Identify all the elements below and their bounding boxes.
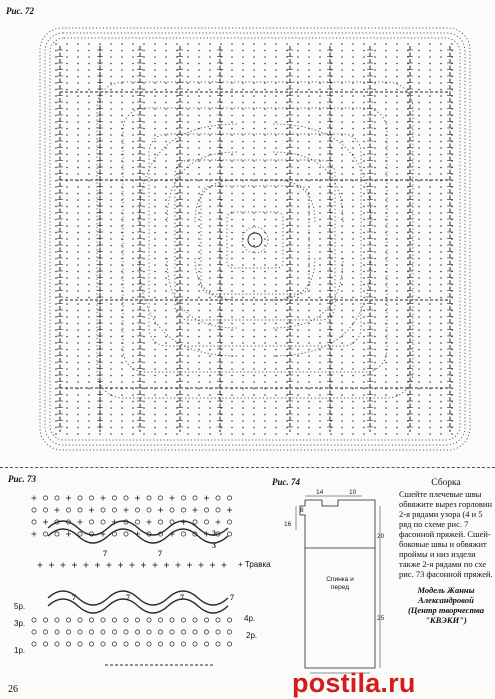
dim-top-left: 14 bbox=[316, 489, 324, 496]
page-divider bbox=[0, 467, 495, 468]
assembly-line: 2-я рядами узора (4 и 5 bbox=[399, 509, 483, 519]
row-label-4: 4р. bbox=[244, 614, 256, 623]
piece-label: Спинка и перед bbox=[326, 576, 354, 591]
row-label-2: 2р. bbox=[246, 631, 258, 640]
assembly-text bbox=[399, 489, 493, 579]
row-label-3: 3р. bbox=[14, 619, 26, 628]
dim-8: 8 bbox=[300, 507, 304, 514]
model-credit bbox=[399, 585, 493, 625]
row-label-travka: + Травка bbox=[238, 560, 271, 569]
dim-top-right: 10 bbox=[349, 489, 357, 496]
stitch-number: 7 bbox=[103, 549, 107, 558]
assembly-line: Сшейте плечевые швы bbox=[399, 489, 482, 499]
assembly-line: фасонной пряжей. Сшей- bbox=[399, 529, 491, 539]
fig74-label: Рис. 74 bbox=[272, 477, 300, 487]
fig73-edging-chart bbox=[0, 470, 270, 698]
assembly-heading: Сборка bbox=[431, 478, 461, 488]
row-label-5: 5р. bbox=[14, 602, 26, 611]
stitch-number: 3 bbox=[212, 541, 216, 550]
stitch-number: 7 bbox=[180, 593, 184, 602]
page-number: 26 bbox=[8, 684, 18, 695]
assembly-line: боковые швы и обвяжит bbox=[399, 539, 487, 549]
fig73-label: Рис. 73 bbox=[8, 474, 36, 484]
stitch-number: 7 bbox=[72, 593, 76, 602]
dim-20: 20 bbox=[377, 533, 385, 540]
assembly-block bbox=[399, 478, 493, 625]
fig74-schematic bbox=[270, 470, 395, 675]
dim-25: 25 bbox=[377, 615, 385, 622]
assembly-line: рис. 73 фасонной пряжей. bbox=[399, 569, 493, 579]
stitch-number: 7 bbox=[230, 593, 234, 602]
credit-line: "КВЭКИ") bbox=[425, 615, 467, 625]
row-label-1: 1р. bbox=[14, 646, 26, 655]
stitch-number: 7 bbox=[158, 549, 162, 558]
stitch-number: 7 bbox=[126, 593, 130, 602]
stitch-number: 3 bbox=[212, 529, 216, 538]
assembly-line: проймы и низ издели bbox=[399, 549, 476, 559]
assembly-line: ряд по схеме рис. 7 bbox=[399, 519, 469, 529]
dim-16: 16 bbox=[284, 521, 292, 528]
assembly-line: также 2-я рядами по схе bbox=[399, 559, 487, 569]
credit-line: Александровой bbox=[418, 595, 474, 605]
fig72-label: Рис. 72 bbox=[6, 6, 34, 16]
watermark-postila: postila.ru bbox=[292, 668, 416, 698]
credit-line: (Центр творчества bbox=[407, 605, 485, 615]
assembly-line: обвяжите вырез горловин bbox=[399, 499, 493, 509]
credit-line: Модель Жанны bbox=[417, 585, 475, 595]
